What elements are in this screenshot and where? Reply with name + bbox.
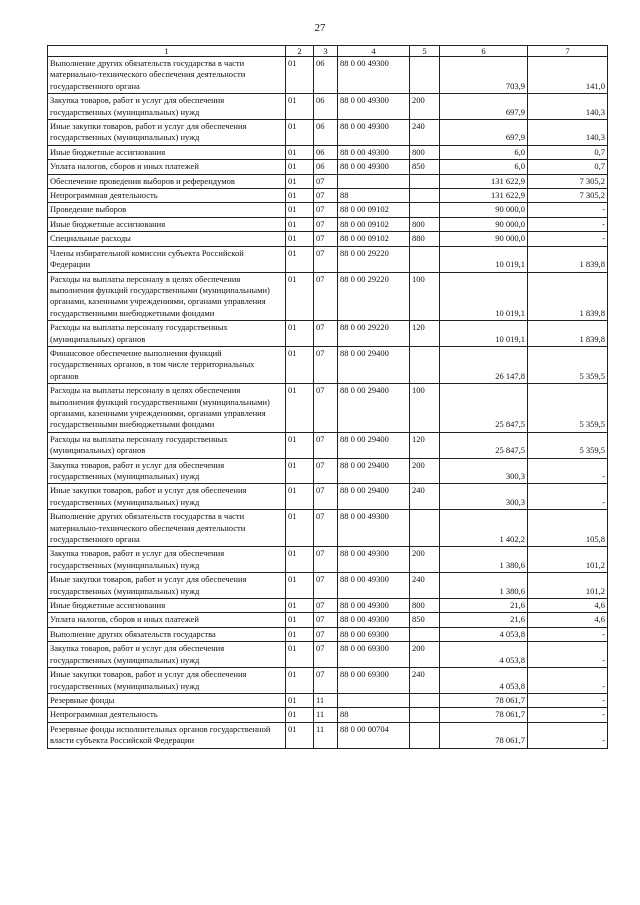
amount-cell: 1 380,6 xyxy=(440,573,528,599)
section-cell: 01 xyxy=(286,599,314,613)
subsection-cell: 11 xyxy=(314,693,338,707)
target-article-cell: 88 0 00 49300 xyxy=(338,57,410,94)
expense-type-cell: 800 xyxy=(410,599,440,613)
target-article-cell: 88 xyxy=(338,708,410,722)
expense-type-cell xyxy=(410,57,440,94)
expense-type-cell: 800 xyxy=(410,217,440,231)
subsection-cell: 07 xyxy=(314,642,338,668)
description-cell: Иные бюджетные ассигнования xyxy=(48,217,286,231)
amount-cell: 5 359,5 xyxy=(528,432,608,458)
subsection-cell: 11 xyxy=(314,708,338,722)
amount-cell: - xyxy=(528,627,608,641)
subsection-cell: 07 xyxy=(314,599,338,613)
target-article-cell: 88 0 00 00704 xyxy=(338,722,410,748)
amount-cell: - xyxy=(528,668,608,694)
header-cell: 6 xyxy=(440,46,528,57)
table-row xyxy=(48,246,608,272)
header-cell: 4 xyxy=(338,46,410,57)
description-cell: Выполнение других обязательств государства xyxy=(48,627,286,641)
table-row xyxy=(48,120,608,146)
description-cell: Специальные расходы xyxy=(48,232,286,246)
target-article-cell: 88 0 00 49300 xyxy=(338,547,410,573)
amount-cell: - xyxy=(528,217,608,231)
amount-cell: 90 000,0 xyxy=(440,217,528,231)
amount-cell: - xyxy=(528,484,608,510)
amount-cell: 140,3 xyxy=(528,94,608,120)
expense-type-cell: 240 xyxy=(410,573,440,599)
amount-cell: 78 061,7 xyxy=(440,693,528,707)
section-cell: 01 xyxy=(286,120,314,146)
expense-type-cell: 880 xyxy=(410,232,440,246)
target-article-cell: 88 0 00 29220 xyxy=(338,272,410,321)
table-row xyxy=(48,346,608,383)
amount-cell: 4,6 xyxy=(528,599,608,613)
subsection-cell: 07 xyxy=(314,217,338,231)
amount-cell: - xyxy=(528,232,608,246)
target-article-cell: 88 0 00 29400 xyxy=(338,384,410,433)
amount-cell: 10 019,1 xyxy=(440,246,528,272)
expense-type-cell: 240 xyxy=(410,668,440,694)
target-article-cell: 88 0 00 49300 xyxy=(338,599,410,613)
target-article-cell: 88 xyxy=(338,189,410,203)
amount-cell: 90 000,0 xyxy=(440,203,528,217)
description-cell: Иные закупки товаров, работ и услуг для обеспечения государственных (муниципальных) нужд xyxy=(48,120,286,146)
section-cell: 01 xyxy=(286,722,314,748)
target-article-cell: 88 0 00 49300 xyxy=(338,510,410,547)
target-article-cell: 88 0 00 09102 xyxy=(338,203,410,217)
amount-cell: 21,6 xyxy=(440,599,528,613)
table-row xyxy=(48,94,608,120)
amount-cell: 21,6 xyxy=(440,613,528,627)
header-cell: 1 xyxy=(48,46,286,57)
subsection-cell: 06 xyxy=(314,120,338,146)
target-article-cell: 88 0 00 69300 xyxy=(338,642,410,668)
amount-cell: 0,7 xyxy=(528,160,608,174)
amount-cell: 7 305,2 xyxy=(528,174,608,188)
subsection-cell: 07 xyxy=(314,189,338,203)
section-cell: 01 xyxy=(286,642,314,668)
description-cell: Уплата налогов, сборов и иных платежей xyxy=(48,160,286,174)
expense-type-cell: 240 xyxy=(410,484,440,510)
expense-type-cell xyxy=(410,708,440,722)
subsection-cell: 07 xyxy=(314,203,338,217)
target-article-cell: 88 0 00 09102 xyxy=(338,217,410,231)
table-row xyxy=(48,321,608,347)
description-cell: Финансовое обеспечение выполнения функций государственных органов, в том числе территориальных органов xyxy=(48,346,286,383)
amount-cell: - xyxy=(528,203,608,217)
subsection-cell: 07 xyxy=(314,668,338,694)
amount-cell: 697,9 xyxy=(440,94,528,120)
expense-type-cell: 120 xyxy=(410,321,440,347)
header-cell: 5 xyxy=(410,46,440,57)
table-row xyxy=(48,203,608,217)
table-row xyxy=(48,57,608,94)
description-cell: Непрограммная деятельность xyxy=(48,189,286,203)
target-article-cell: 88 0 00 49300 xyxy=(338,94,410,120)
amount-cell: 7 305,2 xyxy=(528,189,608,203)
description-cell: Закупка товаров, работ и услуг для обеспечения государственных (муниципальных) нужд xyxy=(48,458,286,484)
table-row xyxy=(48,189,608,203)
amount-cell: 25 847,5 xyxy=(440,432,528,458)
section-cell: 01 xyxy=(286,432,314,458)
subsection-cell: 07 xyxy=(314,484,338,510)
table-row xyxy=(48,174,608,188)
description-cell: Иные закупки товаров, работ и услуг для обеспечения государственных (муниципальных) нужд xyxy=(48,484,286,510)
table-row xyxy=(48,642,608,668)
target-article-cell xyxy=(338,693,410,707)
table-row xyxy=(48,668,608,694)
amount-cell: 101,2 xyxy=(528,547,608,573)
section-cell: 01 xyxy=(286,384,314,433)
subsection-cell: 07 xyxy=(314,384,338,433)
amount-cell: 5 359,5 xyxy=(528,346,608,383)
expense-type-cell: 100 xyxy=(410,272,440,321)
table-row xyxy=(48,384,608,433)
amount-cell: 1 839,8 xyxy=(528,272,608,321)
target-article-cell: 88 0 00 49300 xyxy=(338,160,410,174)
section-cell: 01 xyxy=(286,484,314,510)
description-cell: Выполнение других обязательств государства в части материально-технического обеспечения деятельности государственного органа xyxy=(48,510,286,547)
header-cell: 2 xyxy=(286,46,314,57)
subsection-cell: 07 xyxy=(314,272,338,321)
expense-type-cell xyxy=(410,722,440,748)
amount-cell: 101,2 xyxy=(528,573,608,599)
page-number: 27 xyxy=(314,22,326,34)
subsection-cell: 07 xyxy=(314,627,338,641)
expense-type-cell xyxy=(410,203,440,217)
amount-cell: 4 053,8 xyxy=(440,627,528,641)
target-article-cell: 88 0 00 09102 xyxy=(338,232,410,246)
section-cell: 01 xyxy=(286,510,314,547)
table-row xyxy=(48,272,608,321)
target-article-cell: 88 0 00 49300 xyxy=(338,120,410,146)
section-cell: 01 xyxy=(286,174,314,188)
table-row xyxy=(48,613,608,627)
description-cell: Расходы на выплаты персоналу в целях обеспечения выполнения функций государственными (муниципальными) органами, казенными учреждениями, органами управления государственными внебюджетными фондами xyxy=(48,384,286,433)
expense-type-cell: 850 xyxy=(410,613,440,627)
expense-type-cell xyxy=(410,174,440,188)
amount-cell: - xyxy=(528,642,608,668)
budget-table xyxy=(47,45,608,749)
description-cell: Расходы на выплаты персоналу государственных (муниципальных) органов xyxy=(48,432,286,458)
section-cell: 01 xyxy=(286,668,314,694)
amount-cell: 703,9 xyxy=(440,57,528,94)
header-cell: 3 xyxy=(314,46,338,57)
section-cell: 01 xyxy=(286,246,314,272)
amount-cell: 300,3 xyxy=(440,484,528,510)
table-row xyxy=(48,708,608,722)
target-article-cell: 88 0 00 29220 xyxy=(338,246,410,272)
section-cell: 01 xyxy=(286,613,314,627)
target-article-cell: 88 0 00 49300 xyxy=(338,145,410,159)
section-cell: 01 xyxy=(286,573,314,599)
subsection-cell: 07 xyxy=(314,547,338,573)
header-cell: 7 xyxy=(528,46,608,57)
amount-cell: 1 380,6 xyxy=(440,547,528,573)
expense-type-cell: 800 xyxy=(410,145,440,159)
amount-cell: 10 019,1 xyxy=(440,272,528,321)
description-cell: Непрограммная деятельность xyxy=(48,708,286,722)
section-cell: 01 xyxy=(286,321,314,347)
description-cell: Проведение выборов xyxy=(48,203,286,217)
section-cell: 01 xyxy=(286,547,314,573)
description-cell: Резервные фонды xyxy=(48,693,286,707)
amount-cell: 78 061,7 xyxy=(440,708,528,722)
description-cell: Расходы на выплаты персоналу государственных (муниципальных) органов xyxy=(48,321,286,347)
target-article-cell: 88 0 00 49300 xyxy=(338,613,410,627)
target-article-cell: 88 0 00 29400 xyxy=(338,484,410,510)
target-article-cell: 88 0 00 29400 xyxy=(338,432,410,458)
table-row xyxy=(48,458,608,484)
description-cell: Закупка товаров, работ и услуг для обеспечения государственных (муниципальных) нужд xyxy=(48,642,286,668)
section-cell: 01 xyxy=(286,57,314,94)
target-article-cell: 88 0 00 49300 xyxy=(338,573,410,599)
subsection-cell: 06 xyxy=(314,160,338,174)
table-row xyxy=(48,627,608,641)
description-cell: Выполнение других обязательств государства в части материально-технического обеспечения деятельности государственного органа xyxy=(48,57,286,94)
section-cell: 01 xyxy=(286,145,314,159)
subsection-cell: 07 xyxy=(314,174,338,188)
section-cell: 01 xyxy=(286,217,314,231)
header-row xyxy=(48,46,608,57)
subsection-cell: 07 xyxy=(314,510,338,547)
section-cell: 01 xyxy=(286,708,314,722)
amount-cell: 25 847,5 xyxy=(440,384,528,433)
amount-cell: 140,3 xyxy=(528,120,608,146)
amount-cell: 26 147,8 xyxy=(440,346,528,383)
table-row xyxy=(48,722,608,748)
subsection-cell: 11 xyxy=(314,722,338,748)
amount-cell: 10 019,1 xyxy=(440,321,528,347)
section-cell: 01 xyxy=(286,346,314,383)
section-cell: 01 xyxy=(286,160,314,174)
section-cell: 01 xyxy=(286,203,314,217)
expense-type-cell: 120 xyxy=(410,432,440,458)
subsection-cell: 06 xyxy=(314,57,338,94)
subsection-cell: 07 xyxy=(314,573,338,599)
amount-cell: 1 839,8 xyxy=(528,321,608,347)
section-cell: 01 xyxy=(286,189,314,203)
amount-cell: - xyxy=(528,693,608,707)
expense-type-cell xyxy=(410,346,440,383)
section-cell: 01 xyxy=(286,232,314,246)
amount-cell: 6,0 xyxy=(440,145,528,159)
description-cell: Уплата налогов, сборов и иных платежей xyxy=(48,613,286,627)
amount-cell: 5 359,5 xyxy=(528,384,608,433)
target-article-cell: 88 0 00 29400 xyxy=(338,458,410,484)
subsection-cell: 07 xyxy=(314,458,338,484)
subsection-cell: 06 xyxy=(314,94,338,120)
subsection-cell: 07 xyxy=(314,246,338,272)
table-row xyxy=(48,432,608,458)
table-row xyxy=(48,232,608,246)
amount-cell: 105,8 xyxy=(528,510,608,547)
expense-type-cell: 200 xyxy=(410,547,440,573)
table-row xyxy=(48,160,608,174)
expense-type-cell xyxy=(410,189,440,203)
table-body xyxy=(48,57,608,749)
amount-cell: - xyxy=(528,722,608,748)
target-article-cell: 88 0 00 69300 xyxy=(338,627,410,641)
expense-type-cell: 850 xyxy=(410,160,440,174)
table-row xyxy=(48,573,608,599)
subsection-cell: 07 xyxy=(314,346,338,383)
amount-cell: 141,0 xyxy=(528,57,608,94)
expense-type-cell xyxy=(410,627,440,641)
expense-type-cell xyxy=(410,246,440,272)
amount-cell: 131 622,9 xyxy=(440,189,528,203)
description-cell: Иные закупки товаров, работ и услуг для обеспечения государственных (муниципальных) нужд xyxy=(48,573,286,599)
table-row xyxy=(48,217,608,231)
description-cell: Иные бюджетные ассигнования xyxy=(48,599,286,613)
amount-cell: - xyxy=(528,458,608,484)
description-cell: Члены избирательной комиссии субъекта Российской Федерации xyxy=(48,246,286,272)
target-article-cell xyxy=(338,174,410,188)
target-article-cell: 88 0 00 69300 xyxy=(338,668,410,694)
description-cell: Обеспечение проведения выборов и референдумов xyxy=(48,174,286,188)
table-row xyxy=(48,693,608,707)
amount-cell: 300,3 xyxy=(440,458,528,484)
amount-cell: 1 839,8 xyxy=(528,246,608,272)
amount-cell: 90 000,0 xyxy=(440,232,528,246)
section-cell: 01 xyxy=(286,693,314,707)
target-article-cell: 88 0 00 29220 xyxy=(338,321,410,347)
amount-cell: 6,0 xyxy=(440,160,528,174)
amount-cell: 1 402,2 xyxy=(440,510,528,547)
table-row xyxy=(48,484,608,510)
description-cell: Иные закупки товаров, работ и услуг для обеспечения государственных (муниципальных) нужд xyxy=(48,668,286,694)
section-cell: 01 xyxy=(286,627,314,641)
expense-type-cell: 200 xyxy=(410,458,440,484)
subsection-cell: 07 xyxy=(314,232,338,246)
target-article-cell: 88 0 00 29400 xyxy=(338,346,410,383)
amount-cell: 131 622,9 xyxy=(440,174,528,188)
amount-cell: 697,9 xyxy=(440,120,528,146)
expense-type-cell xyxy=(410,510,440,547)
amount-cell: 0,7 xyxy=(528,145,608,159)
description-cell: Закупка товаров, работ и услуг для обеспечения государственных (муниципальных) нужд xyxy=(48,94,286,120)
subsection-cell: 07 xyxy=(314,432,338,458)
description-cell: Иные бюджетные ассигнования xyxy=(48,145,286,159)
table-row xyxy=(48,599,608,613)
subsection-cell: 07 xyxy=(314,321,338,347)
amount-cell: 78 061,7 xyxy=(440,722,528,748)
table-row xyxy=(48,547,608,573)
expense-type-cell xyxy=(410,693,440,707)
section-cell: 01 xyxy=(286,272,314,321)
expense-type-cell: 200 xyxy=(410,642,440,668)
subsection-cell: 06 xyxy=(314,145,338,159)
amount-cell: 4 053,8 xyxy=(440,668,528,694)
amount-cell: - xyxy=(528,708,608,722)
table-row xyxy=(48,145,608,159)
subsection-cell: 07 xyxy=(314,613,338,627)
expense-type-cell: 200 xyxy=(410,94,440,120)
expense-type-cell: 100 xyxy=(410,384,440,433)
description-cell: Закупка товаров, работ и услуг для обеспечения государственных (муниципальных) нужд xyxy=(48,547,286,573)
table-row xyxy=(48,510,608,547)
description-cell: Резервные фонды исполнительных органов государственной власти субъекта Российской Федерации xyxy=(48,722,286,748)
amount-cell: 4 053,8 xyxy=(440,642,528,668)
section-cell: 01 xyxy=(286,94,314,120)
expense-type-cell: 240 xyxy=(410,120,440,146)
amount-cell: 4,6 xyxy=(528,613,608,627)
description-cell: Расходы на выплаты персоналу в целях обеспечения выполнения функций государственными (муниципальными) органами, казенными учреждениями, органами управления государственными внебюджетными фондами xyxy=(48,272,286,321)
section-cell: 01 xyxy=(286,458,314,484)
